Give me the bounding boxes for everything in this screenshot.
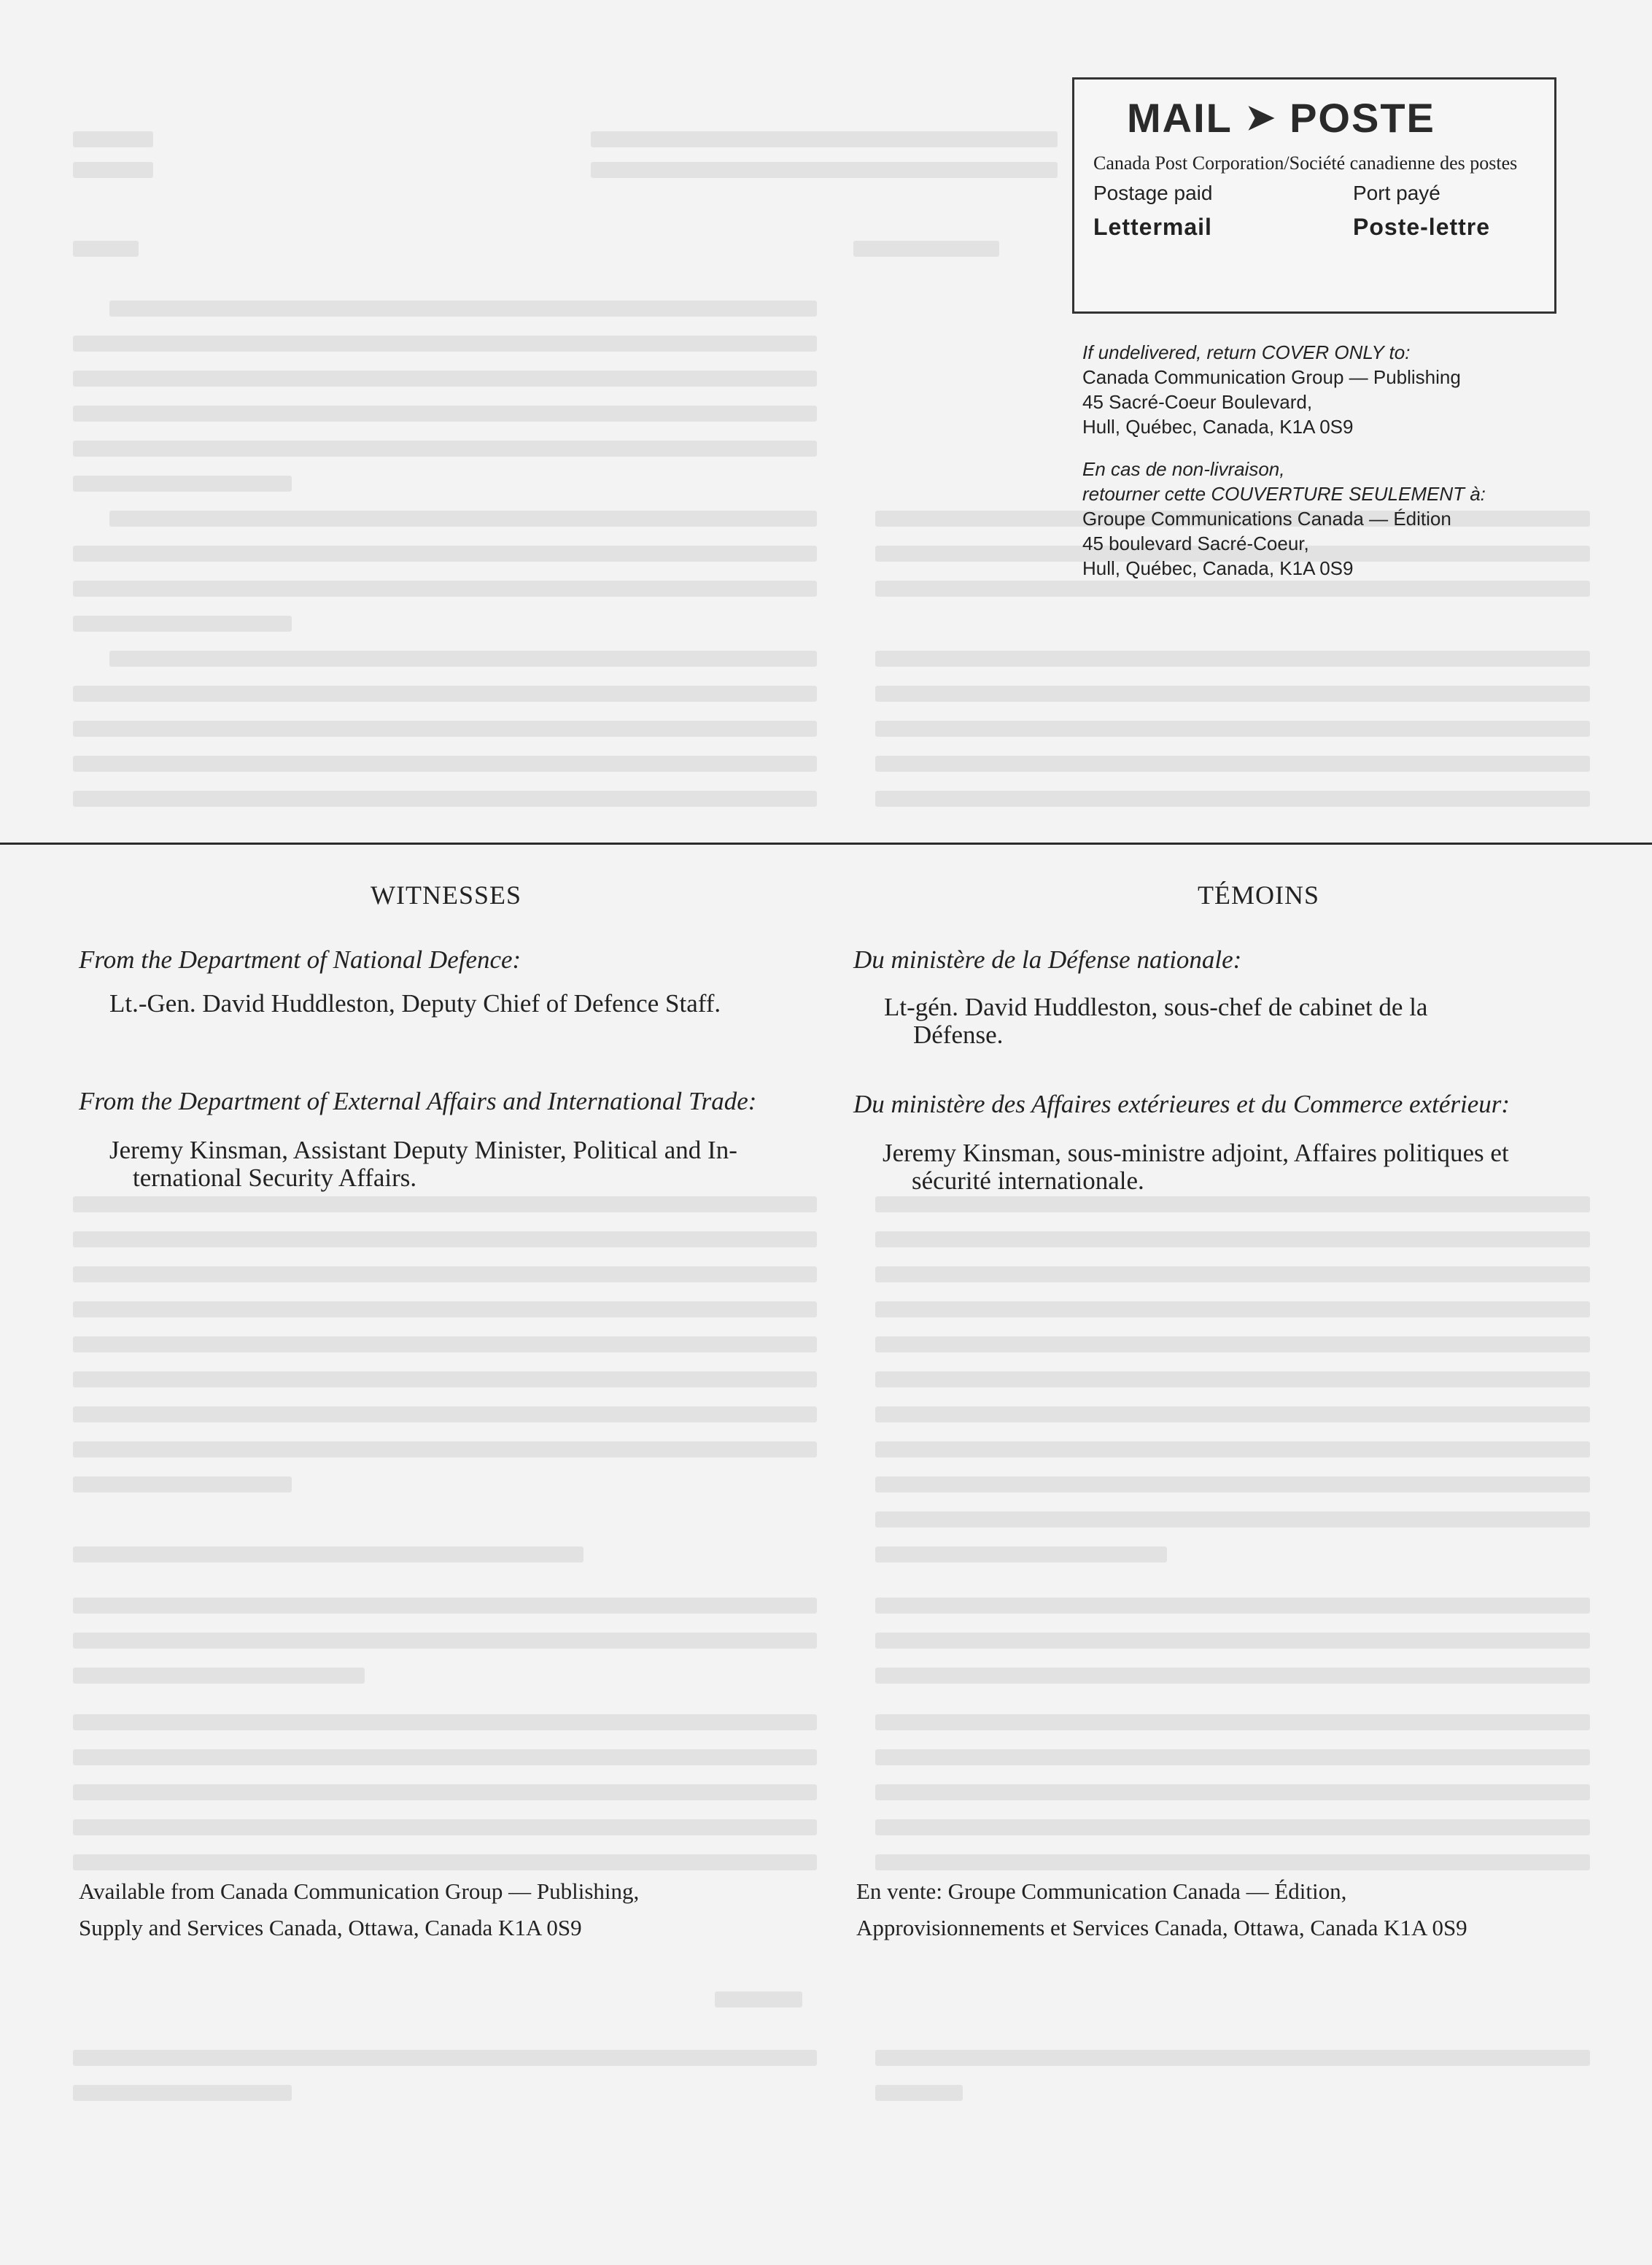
availability-fr bbox=[856, 1873, 1467, 1946]
return-address-fr bbox=[1082, 457, 1486, 581]
return-address-en bbox=[1082, 340, 1461, 439]
witness-kinsman-fr-line2: sécurité internationale. bbox=[912, 1166, 1144, 1195]
availability-fr-line2: Approvisionnements et Services Canada, Ottawa, Canada K1A 0S9 bbox=[856, 1915, 1467, 1940]
postage-paid-fr: Port payé bbox=[1353, 182, 1440, 204]
witness-huddleston-fr bbox=[884, 994, 1427, 1049]
witness-huddleston-en-text: Lt.-Gen. David Huddleston, Deputy Chief of Defence Staff. bbox=[109, 989, 721, 1018]
section-divider bbox=[0, 843, 1652, 845]
return-instruction-fr-2: retourner cette COUVERTURE SEULEMENT à: bbox=[1082, 483, 1486, 505]
witness-kinsman-en-line2: ternational Security Affairs. bbox=[133, 1164, 417, 1192]
witness-dept-defence-fr: Du ministère de la Défense nationale: bbox=[853, 945, 1242, 974]
postage-paid-en: Postage paid bbox=[1093, 182, 1213, 204]
mail-label: MAIL bbox=[1127, 95, 1233, 141]
return-instruction-fr-1: En cas de non-livraison, bbox=[1082, 458, 1285, 480]
return-city-fr: Hull, Québec, Canada, K1A 0S9 bbox=[1082, 557, 1354, 579]
witness-dept-defence-en: From the Department of National Defence: bbox=[79, 945, 521, 974]
witness-huddleston-fr-line1: Lt-gén. David Huddleston, sous-chef de cabinet de la bbox=[884, 993, 1428, 1021]
availability-fr-line1: En vente: Groupe Communication Canada — Édition, bbox=[856, 1878, 1347, 1904]
return-city-en: Hull, Québec, Canada, K1A 0S9 bbox=[1082, 416, 1354, 438]
lettermail-fr: Poste-lettre bbox=[1353, 214, 1491, 240]
mail-poste-logo bbox=[1127, 94, 1435, 142]
witness-kinsman-fr bbox=[883, 1139, 1509, 1195]
availability-en-line2: Supply and Services Canada, Ottawa, Canada K1A 0S9 bbox=[79, 1915, 582, 1940]
witness-kinsman-en bbox=[109, 1137, 737, 1192]
availability-en-line1: Available from Canada Communication Group — Publishing, bbox=[79, 1878, 640, 1904]
post-corporation-name: Canada Post Corporation/Société canadienne des postes bbox=[1093, 152, 1518, 174]
return-org-fr: Groupe Communications Canada — Édition bbox=[1082, 508, 1451, 530]
witness-kinsman-en-line1: Jeremy Kinsman, Assistant Deputy Minister, Political and In- bbox=[109, 1136, 737, 1164]
postage-indicia-box bbox=[1072, 77, 1556, 314]
return-street-fr: 45 boulevard Sacré-Coeur, bbox=[1082, 533, 1309, 554]
availability-en bbox=[79, 1873, 639, 1946]
witness-kinsman-fr-line1: Jeremy Kinsman, sous-ministre adjoint, Affaires politiques et bbox=[883, 1139, 1509, 1167]
witness-dept-external-en: From the Department of External Affairs and International Trade: bbox=[79, 1087, 757, 1115]
poste-label: POSTE bbox=[1290, 95, 1435, 141]
return-street-en: 45 Sacré-Coeur Boulevard, bbox=[1082, 391, 1313, 413]
witnesses-heading: WITNESSES bbox=[371, 880, 521, 910]
witness-huddleston-fr-line2: Défense. bbox=[913, 1021, 1004, 1049]
arrow-icon: ➤ bbox=[1245, 98, 1277, 137]
lettermail-en: Lettermail bbox=[1093, 214, 1212, 240]
witness-huddleston-en bbox=[109, 990, 721, 1018]
temoins-heading: TÉMOINS bbox=[1198, 880, 1319, 910]
return-org-en: Canada Communication Group — Publishing bbox=[1082, 366, 1461, 388]
witness-dept-external-fr: Du ministère des Affaires extérieures et du Commerce extérieur: bbox=[853, 1090, 1511, 1118]
return-instruction-en: If undelivered, return COVER ONLY to: bbox=[1082, 341, 1411, 363]
